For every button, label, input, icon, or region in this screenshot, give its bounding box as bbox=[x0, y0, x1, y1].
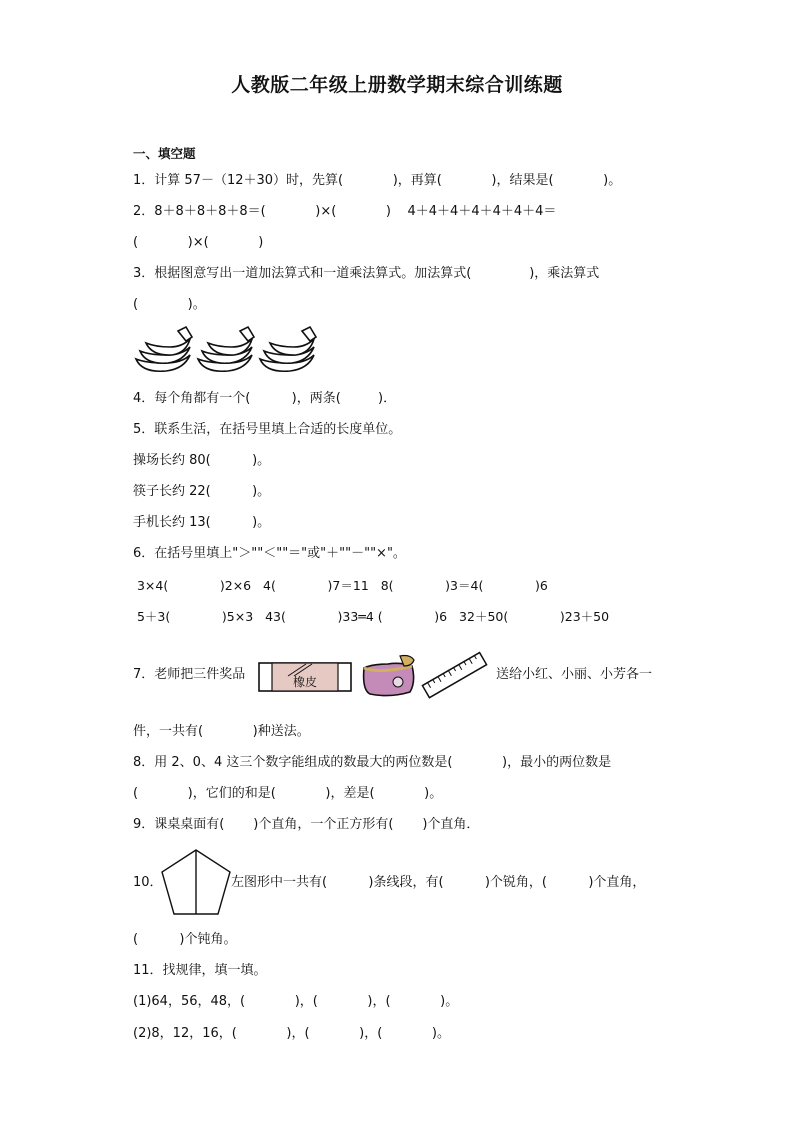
banana-bunch-icon bbox=[260, 327, 316, 371]
question-9: 9．课桌桌面有( )个直角，一个正方形有( )个直角． bbox=[133, 817, 480, 832]
question-2: 2．8＋8＋8＋8＋8＝( )×( ) 4＋4＋4＋4＋4＋4＋4＝ bbox=[133, 204, 557, 219]
question-4: 4．每个角都有一个( )，两条( )． bbox=[133, 391, 397, 406]
question-8-cont: ( )，它们的和是( )，差是( )。 bbox=[133, 786, 443, 801]
question-3-cont: ( )。 bbox=[133, 297, 206, 312]
ruler-image bbox=[420, 650, 490, 702]
banana-bunch-icon bbox=[198, 327, 254, 371]
question-5a: 操场长约 80( )。 bbox=[133, 453, 271, 468]
question-2-cont: ( )×( ) bbox=[133, 235, 264, 250]
page-title: 人教版二年级上册数学期末综合训练题 bbox=[231, 74, 563, 96]
question-10-number: 10． bbox=[133, 875, 163, 890]
question-10-cont: ( )个钝角。 bbox=[133, 932, 237, 947]
question-5c: 手机长约 13( )。 bbox=[133, 515, 271, 530]
banana-bunches-image bbox=[132, 325, 324, 377]
question-11: 11．找规律，填一填。 bbox=[133, 963, 267, 978]
question-7-cont: 送给小红、小丽、小芳各一 bbox=[496, 667, 653, 682]
pentagon-figure bbox=[160, 848, 232, 916]
question-5b: 筷子长约 22( )。 bbox=[133, 484, 271, 499]
question-7-end: 件，一共有( )种送法。 bbox=[133, 724, 310, 739]
question-6: 6．在括号里填上"＞""＜""＝"或"＋""－""×"。 bbox=[133, 546, 406, 561]
question-11-1: (1)64，56，48，( )，( )，( )。 bbox=[133, 994, 459, 1009]
banana-bunch-icon bbox=[136, 327, 192, 371]
question-6a: 3×4( )2×6 4( )7＝11 8( )3＝4( )6 bbox=[133, 578, 548, 593]
pencil-case-image bbox=[360, 652, 418, 698]
question-1: 1．计算 57－（12＋30）时，先算( )，再算( )，结果是( )。 bbox=[133, 173, 622, 188]
question-10: 左图形中一共有( )条线段，有( )个锐角，( )个直角， bbox=[231, 875, 646, 890]
question-5: 5．联系生活，在括号里填上合适的长度单位。 bbox=[133, 422, 402, 437]
section-heading: 一、填空题 bbox=[133, 146, 196, 161]
eraser-label: 橡皮 bbox=[292, 675, 318, 689]
question-11-2: (2)8，12，16，( )，( )，( )。 bbox=[133, 1026, 450, 1041]
question-6b: 5＋3( )5×3 43( )33═4 ( )6 32＋50( )23＋50 bbox=[133, 609, 610, 624]
eraser-image bbox=[258, 662, 352, 692]
question-7: 7．老师把三件奖品 bbox=[133, 667, 246, 682]
question-8: 8．用 2、0、4 这三个数字能组成的数最大的两位数是( )，最小的两位数是 bbox=[133, 755, 612, 770]
question-3: 3．根据图意写出一道加法算式和一道乘法算式。加法算式( )，乘法算式 bbox=[133, 266, 600, 281]
